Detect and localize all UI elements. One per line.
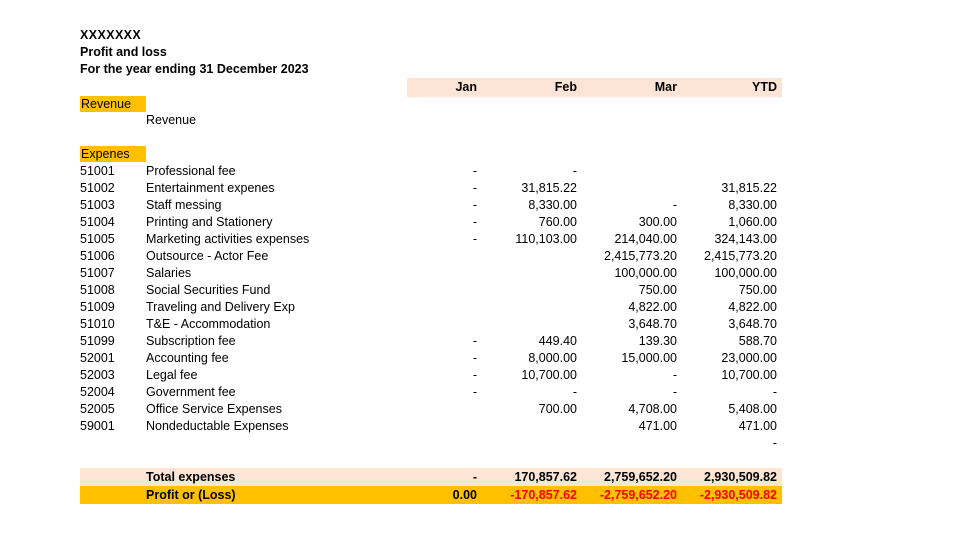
row-value-mar: 15,000.00 bbox=[621, 351, 677, 365]
table-row bbox=[0, 232, 960, 249]
table-row bbox=[0, 402, 960, 419]
row-value-ytd: 10,700.00 bbox=[721, 368, 777, 382]
table-row bbox=[0, 300, 960, 317]
row-description: Office Service Expenses bbox=[146, 402, 282, 416]
row-value-ytd: - bbox=[772, 436, 777, 450]
row-description: Subscription fee bbox=[146, 334, 236, 348]
row-description: Government fee bbox=[146, 385, 236, 399]
row-code: 52005 bbox=[80, 402, 115, 416]
total-expenses-row bbox=[80, 468, 782, 486]
row-value-ytd: 471.00 bbox=[738, 419, 777, 433]
row-code: 51006 bbox=[80, 249, 115, 263]
section-tag-expenses: Expenes bbox=[80, 146, 146, 162]
row-value-ytd: 3,648.70 bbox=[728, 317, 777, 331]
row-value-ytd: 2,415,773.20 bbox=[704, 249, 777, 263]
column-header-jan: Jan bbox=[455, 80, 477, 94]
profit-or-loss-label: Profit or (Loss) bbox=[146, 488, 236, 502]
row-value-ytd: 4,822.00 bbox=[728, 300, 777, 314]
row-value-ytd: 23,000.00 bbox=[721, 351, 777, 365]
row-value-jan: - bbox=[472, 334, 477, 348]
row-value-ytd: 31,815.22 bbox=[721, 181, 777, 195]
row-value-jan: - bbox=[472, 351, 477, 365]
row-value-feb: - bbox=[572, 164, 577, 178]
row-value-jan: - bbox=[472, 181, 477, 195]
total-expenses-ytd: 2,930,509.82 bbox=[704, 470, 777, 484]
row-code: 52003 bbox=[80, 368, 115, 382]
row-value-mar: - bbox=[672, 385, 677, 399]
row-value-jan: - bbox=[472, 368, 477, 382]
row-code: 52004 bbox=[80, 385, 115, 399]
row-code: 51099 bbox=[80, 334, 115, 348]
row-value-feb: 31,815.22 bbox=[521, 181, 577, 195]
total-expenses-mar: 2,759,652.20 bbox=[604, 470, 677, 484]
total-expenses-jan: - bbox=[472, 470, 477, 484]
row-value-mar: 750.00 bbox=[638, 283, 677, 297]
table-row bbox=[0, 351, 960, 368]
row-value-ytd: 5,408.00 bbox=[728, 402, 777, 416]
row-value-mar: 471.00 bbox=[638, 419, 677, 433]
row-description: T&E - Accommodation bbox=[146, 317, 271, 331]
row-value-ytd: 100,000.00 bbox=[714, 266, 777, 280]
row-value-ytd: 324,143.00 bbox=[714, 232, 777, 246]
row-code: 51008 bbox=[80, 283, 115, 297]
page-title: Profit and loss bbox=[80, 45, 167, 59]
row-value-feb: 449.40 bbox=[538, 334, 577, 348]
row-value-feb: 10,700.00 bbox=[521, 368, 577, 382]
row-description: Marketing activities expenses bbox=[146, 232, 310, 246]
table-row bbox=[0, 368, 960, 385]
total-expenses-feb: 170,857.62 bbox=[514, 470, 577, 484]
row-description: Traveling and Delivery Exp bbox=[146, 300, 295, 314]
row-value-mar: 139.30 bbox=[638, 334, 677, 348]
row-description: Accounting fee bbox=[146, 351, 229, 365]
table-row bbox=[0, 215, 960, 232]
row-code: 51010 bbox=[80, 317, 115, 331]
row-value-feb: 8,330.00 bbox=[528, 198, 577, 212]
row-value-jan: - bbox=[472, 385, 477, 399]
table-row bbox=[0, 164, 960, 181]
table-row bbox=[0, 419, 960, 436]
row-value-ytd: - bbox=[772, 385, 777, 399]
row-description: Professional fee bbox=[146, 164, 236, 178]
table-row bbox=[0, 317, 960, 334]
row-code: 51001 bbox=[80, 164, 115, 178]
table-row bbox=[0, 249, 960, 266]
profit-or-loss-feb: -170,857.62 bbox=[510, 488, 577, 502]
row-value-ytd: 1,060.00 bbox=[728, 215, 777, 229]
column-header-mar: Mar bbox=[654, 80, 677, 94]
row-description: Salaries bbox=[146, 266, 192, 280]
row-description: Social Securities Fund bbox=[146, 283, 271, 297]
table-row bbox=[0, 334, 960, 351]
row-value-feb: 110,103.00 bbox=[515, 232, 577, 246]
column-header-band bbox=[407, 78, 782, 97]
row-description: Staff messing bbox=[146, 198, 222, 212]
row-code: 51007 bbox=[80, 266, 115, 280]
row-value-mar: 300.00 bbox=[638, 215, 677, 229]
row-value-mar: 100,000.00 bbox=[614, 266, 677, 280]
row-value-jan: - bbox=[472, 198, 477, 212]
row-code: 51005 bbox=[80, 232, 115, 246]
row-value-mar: 4,822.00 bbox=[628, 300, 677, 314]
row-description: Revenue bbox=[146, 113, 197, 127]
row-code: 51004 bbox=[80, 215, 115, 229]
row-code: 51009 bbox=[80, 300, 115, 314]
row-value-mar: - bbox=[672, 368, 677, 382]
row-value-jan: - bbox=[472, 232, 477, 246]
row-code: 52001 bbox=[80, 351, 115, 365]
row-value-mar: 4,708.00 bbox=[628, 402, 677, 416]
row-value-ytd: 8,330.00 bbox=[728, 198, 777, 212]
row-description: Legal fee bbox=[146, 368, 198, 382]
row-code: 51003 bbox=[80, 198, 115, 212]
row-description: Printing and Stationery bbox=[146, 215, 273, 229]
profit-or-loss-row bbox=[80, 486, 782, 504]
row-code: 51002 bbox=[80, 181, 115, 195]
table-row bbox=[0, 113, 960, 130]
company-name: XXXXXXX bbox=[80, 28, 142, 42]
row-value-mar: 2,415,773.20 bbox=[604, 249, 677, 263]
row-value-jan: - bbox=[472, 164, 477, 178]
row-value-feb: 700.00 bbox=[538, 402, 577, 416]
row-value-ytd: 588.70 bbox=[738, 334, 777, 348]
profit-or-loss-ytd: -2,930,509.82 bbox=[699, 488, 777, 502]
report-title-block bbox=[80, 27, 309, 78]
row-description: Outsource - Actor Fee bbox=[146, 249, 269, 263]
row-code: 59001 bbox=[80, 419, 115, 433]
table-row bbox=[0, 198, 960, 215]
row-value-ytd: 750.00 bbox=[738, 283, 777, 297]
table-row bbox=[0, 266, 960, 283]
section-tag-revenue: Revenue bbox=[80, 96, 146, 112]
table-row bbox=[0, 181, 960, 198]
row-value-feb: - bbox=[572, 385, 577, 399]
profit-or-loss-mar: -2,759,652.20 bbox=[599, 488, 677, 502]
table-row bbox=[0, 283, 960, 300]
column-header-ytd: YTD bbox=[752, 80, 777, 94]
row-value-mar: 3,648.70 bbox=[628, 317, 677, 331]
profit-or-loss-jan: 0.00 bbox=[452, 488, 477, 502]
total-expenses-label: Total expenses bbox=[146, 470, 236, 484]
row-value-feb: 760.00 bbox=[538, 215, 577, 229]
report-period: For the year ending 31 December 2023 bbox=[80, 62, 309, 76]
table-row bbox=[0, 385, 960, 402]
row-description: Nondeductable Expenses bbox=[146, 419, 289, 433]
row-value-feb: 8,000.00 bbox=[528, 351, 577, 365]
row-description: Entertainment expenes bbox=[146, 181, 275, 195]
row-value-mar: 214,040.00 bbox=[614, 232, 677, 246]
table-row bbox=[0, 436, 960, 453]
column-header-feb: Feb bbox=[554, 80, 577, 94]
row-value-mar: - bbox=[672, 198, 677, 212]
row-value-jan: - bbox=[472, 215, 477, 229]
